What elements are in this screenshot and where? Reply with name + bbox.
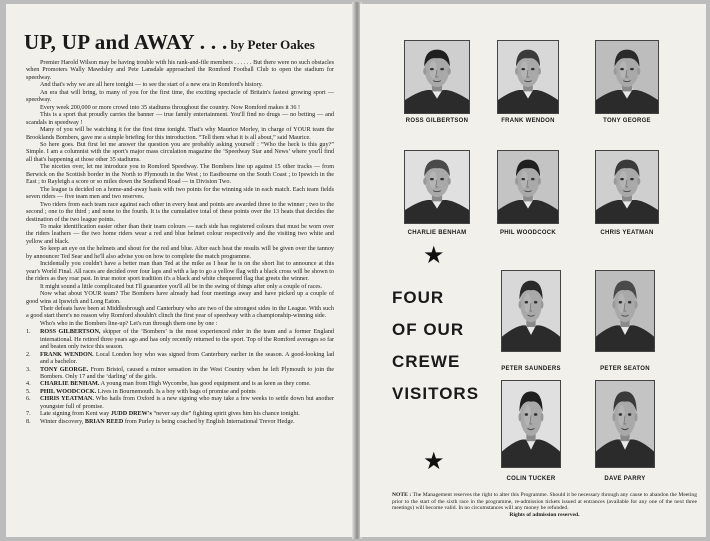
rider-description: From Bristol, caused a minor sensation in the West Country when he left Plymouth to join the Bombers. Only 17 and the ‘darling’ of the girls. — [40, 366, 335, 381]
rider-list-item — [26, 396, 334, 411]
rider-number: 2. — [26, 351, 31, 358]
article-paragraph: An era that will bring, to many of you for the first time, the exciting spectacle of Britain's fastest growing sport — speedway. — [26, 89, 334, 104]
photo-caption: TONY GEORGE — [603, 118, 651, 124]
rider-number: 7. — [26, 411, 31, 418]
article-paragraph: So here goes. But first let me answer the question you are probably asking yourself : “Who the heck is this guy?” Simple. I am a columnist with the sport's major mass circulation magazine the ‘Speedway Star and News’ where you'll find all that's happening at those other 35 stadiums. — [26, 141, 334, 163]
programme-note — [392, 492, 697, 518]
article-paragraph: Their defeats have been at Middlesbrough and Canterbury who are two of the strongest sides in the League. With such a good start there's no reason why Romford shouldn't clinch the first year of speedway with a championship-winning side. — [26, 305, 334, 320]
rider-name: CHARLIE BENHAM. — [40, 381, 100, 388]
rider-list-item — [26, 367, 334, 382]
rider-name: CHRIS YEATMAN. — [40, 396, 94, 403]
star-icon: ★ — [423, 243, 445, 269]
rider-photo — [497, 40, 559, 114]
article-paragraph: Every week 200,000 or more crowd into 35 stadiums throughout the country. Now Romford makes it 36 ! — [40, 104, 301, 111]
star-icon: ★ — [423, 449, 445, 475]
rider-description: “never say die” fighting spirit gives him his chance tonight. — [151, 411, 300, 418]
rider-description: Lives in Bournemouth. Is a boy with bags of promise and points — [96, 388, 256, 395]
rider-list-item — [26, 411, 334, 418]
rider-name: PHIL WOODCOCK. — [40, 388, 97, 395]
article-paragraph: The league is decided on a home-and-away basis with two points for the winning side in each match. Each team fields seven riders — five team men and two reserves. — [26, 186, 334, 201]
article-paragraph: Premier Harold Wilson may be having trouble with his rank-and-file members . . . . . . But there were no such obstacles when Promoters Wally Mawdsley and Pete Lansdale approached the Romford Football Club to open the stadium for speedway. — [26, 60, 334, 81]
rider-number: 4. — [26, 381, 31, 388]
note-label: NOTE : — [392, 492, 412, 498]
rider-photo — [595, 380, 655, 468]
rider-description: Local London boy who was signed from Canterbury earlier in the season. A good-looking lad and a bachelor. — [40, 351, 335, 366]
article-paragraph: And that's why we are all here tonight — to see the start of a new era in Romford's history. — [40, 82, 263, 89]
rider-photo — [595, 150, 659, 224]
rider-list-item — [26, 329, 334, 351]
rider-number: 8. — [26, 418, 31, 425]
headline-main: UP, UP and AWAY . . . — [24, 30, 228, 54]
article-headline — [24, 30, 324, 55]
rider-photo — [404, 150, 470, 224]
rider-list-item — [26, 381, 334, 388]
visitors-line-1: FOUR — [392, 288, 445, 307]
photo-caption: FRANK WENDON — [501, 118, 555, 124]
rider-name: BRIAN REED — [84, 418, 124, 425]
rider-name: TONY GEORGE. — [40, 366, 89, 373]
rider-name: FRANK WENDON. — [40, 351, 94, 358]
photo-caption: CHRIS YEATMAN — [600, 230, 654, 236]
rider-list-item — [26, 352, 334, 367]
note-footer: Rights of admission reserved. — [509, 511, 580, 518]
article-paragraph: To make identification easier other than their team colours — each side has registered colours that must be worn over the riders leathers — the two home riders wear a red and blue helmet colour respectively and the visiting two white and yellow and black. — [26, 223, 334, 245]
photo-caption: CHARLIE BENHAM — [407, 230, 467, 236]
rider-photo — [501, 380, 561, 468]
rider-name: ROSS GILBERTSON, — [40, 329, 101, 336]
article-paragraph: Now what about YOUR team? The Bombers have already had four meetings away and have picked up a couple of good wins at Ipswich and Long Eaton. — [26, 291, 334, 305]
rider-description: from Purley is being coached by English International Trevor Hedge. — [123, 418, 295, 425]
rider-photo — [595, 40, 659, 114]
rider-photo — [497, 150, 559, 224]
article-paragraph: Two riders from each team race against each other in every heat and points are awarded three to the winner ; two to the second ; one to the third ; and none to the fourth. It is the cumulative total of these points over the 13 heats that decides the destination of the two league points. — [26, 201, 334, 223]
article-body — [26, 60, 334, 426]
rider-list — [26, 329, 334, 426]
article-paragraph: Many of you will be watching it for the first time tonight. That's why Maurice Morley, in charge of YOUR team the Brooklands Bombers, gave me a simple briefing for this introduction. “Tell them what it is all about,” said Maurice. — [26, 127, 334, 141]
visitors-line-3: CREWE — [392, 352, 461, 371]
article-paragraph: Who's who in the Bombers line-up? Let's run through them one by one : — [40, 320, 218, 327]
photo-caption: PETER SAUNDERS — [501, 366, 561, 372]
rider-number: 3. — [26, 366, 31, 373]
rider-name: JUDD DREW's — [110, 411, 152, 418]
rider-description: skipper of the ‘Bombers’ is the most experienced rider in the team and a former England international. He retired three years ago and has only recently returned to the sport. Top of the Romford averages so far and beaten only twice this season. — [40, 329, 334, 351]
visitors-line-4: VISITORS — [392, 384, 480, 403]
note-text: The Management reserves the right to alter this Programme. Should it be necessary through any cause to abandon the Meeting prior to the start of the sixth race in the programme, re-admission tickets issued at entrances (available for any one of the next three meetings) will become valid. In no circumstances will any money be refunded. — [392, 492, 697, 512]
rider-description: Who hails from Oxford is a new signing who may take a few weeks to settle down but another youngster full of promise. — [40, 396, 334, 410]
rider-text-pre: Late signing from Kent way — [40, 411, 111, 418]
photo-caption: PETER SEATON — [600, 366, 650, 372]
headline-byline: by Peter Oakes — [230, 37, 315, 52]
rider-photo — [404, 40, 470, 114]
rider-number: 6. — [26, 396, 31, 403]
rider-text-pre: Winter discovery, — [40, 418, 85, 425]
article-paragraph: It might sound a little complicated but I'll guarantee you'll all be in the swing of things after only a couple of races. — [40, 283, 323, 290]
rider-photo — [501, 270, 561, 352]
article-paragraph: Incidentally you couldn't have a better man than Ted at the mike as I hear he is on the short list to announce at this year's World Final. All races are decided over four laps and with a lap to go a yellow flag with a black cross will be shown to the riders as they roar past. In true motor sport tradition it's a black and white chequered flag that greets the winner. — [26, 261, 334, 283]
article-paragraph: The niceties over, let me introduce you to Romford Speedway. The Bombers line up against 15 other tracks — from Berwick on the Scottish border in the North to Plymouth in the West ; to Eastbourne on the South Coast ; to Ipswich in the East ; to Rayleigh a score or so miles down the Southend Road — in Division Two. — [26, 164, 334, 186]
article-paragraphs — [26, 60, 334, 328]
visitors-line-2: OF OUR — [392, 320, 465, 339]
photo-caption: COLIN TUCKER — [506, 476, 556, 482]
article-paragraph: So keep an eye on the helmets and shout for the red and blue. After each heat the results will be given over the tannoy by announcer Ted Sear and he'll also advise you on how to complete the match programme. — [26, 246, 334, 260]
rider-number: 1. — [26, 329, 31, 336]
photo-caption: DAVE PARRY — [604, 476, 646, 482]
article-paragraph: This is a sport that proudly carries the banner — true family entertainment. You'll find no drugs — no betting — and scandals in speedway ! — [26, 112, 334, 126]
rider-description: A young man from High Wycombe, has good equipment and is as keen as they come. — [99, 381, 311, 388]
photo-caption: PHIL WOODCOCK — [499, 230, 557, 236]
rider-number: 5. — [26, 388, 31, 395]
rider-photo — [595, 270, 655, 352]
rider-list-item — [26, 419, 334, 426]
photo-caption: ROSS GILBERTSON — [405, 118, 469, 124]
